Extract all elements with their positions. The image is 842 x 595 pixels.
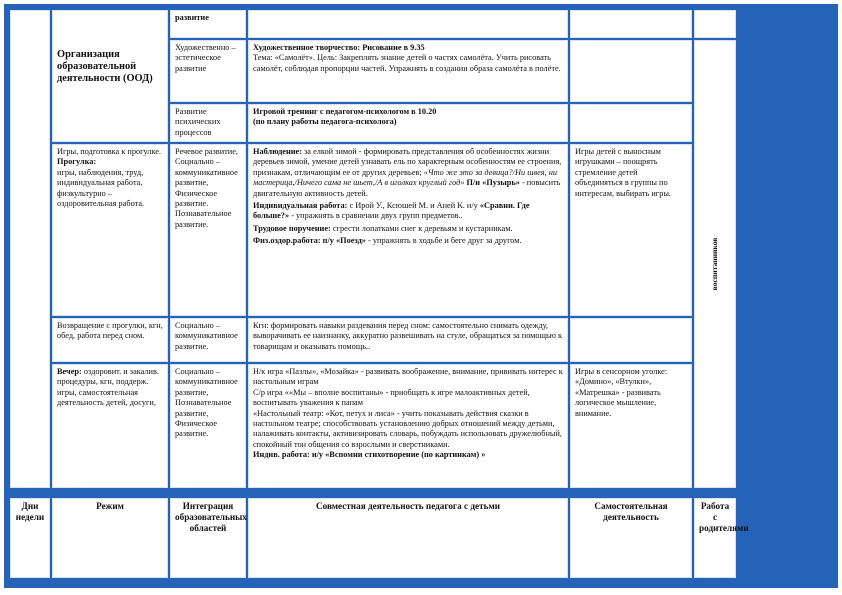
header-integration-text: Интеграция образовательных областей xyxy=(175,501,247,533)
regime-walk-prep: Игры, подготовка к прогулке. xyxy=(57,147,162,156)
parents-cell xyxy=(694,40,736,488)
labor-label: Трудовое поручение: xyxy=(253,223,331,233)
kgn-text: Кгн: формировать навыки раздевания перед сном: самостоятельно снимать одежду, выворачивать ее наизнанку, аккуратно развешивать на стуле, обращаться за помощью к товарищам и оказывать помощь.. xyxy=(253,321,563,351)
side-label: воспитанников xyxy=(709,237,719,291)
content-cell-walk xyxy=(248,144,568,316)
observation-label: Наблюдение: xyxy=(253,147,302,156)
independent-cell-walk xyxy=(570,144,692,316)
individual-text: с Ирой У., Ксюшей М. и Аней К. и/у xyxy=(349,201,478,211)
evening-individual: Индив. работа: и/у «Вспомни стихотворение (по картинкам) » xyxy=(253,450,486,460)
observation xyxy=(253,147,563,199)
header-joint-text: Совместная деятельность педагога с детьми xyxy=(315,501,501,511)
independent-walk-text: Игры детей с выносным игрушками – поощрять стремление детей объединяться в группы по интересам, выбирать игры. xyxy=(575,147,671,198)
compare-label: «Сравни. Где больше?» xyxy=(253,201,530,221)
content-cell-3 xyxy=(248,104,568,142)
independent-evening-text: Игры в сенсорном уголке: «Домино», «Втулки», «Матрешка» - развивать логическое мышление, внимание. xyxy=(575,367,668,418)
psych-plan: (по плану работы педагога-психолога) xyxy=(253,117,397,127)
area-cell-3 xyxy=(170,104,246,142)
observation-text: за елкой зимой - формировать представления об особенностях жизни деревьев зимой, умение детей узнавать ель по характерным особенностям ее строения, признакам, отличающим ее от других деревьев; xyxy=(253,147,562,177)
area-text-2: Художественно – эстетическое развитие xyxy=(175,43,236,73)
independent-cell-evening xyxy=(570,364,692,488)
area-text-3: Развитие психических процессов xyxy=(175,107,221,137)
activity-topic: Тема: «Самолёт». Цель: Закреплять знание детей о частях самолёта. Учить рисовать самолёт, соблюдая пропорции частей. Упражнять в создании образа самолёта в полёте. xyxy=(253,53,561,73)
area-cell-1 xyxy=(170,10,246,38)
independent-cell-1 xyxy=(570,10,692,38)
header-regime-text: Режим xyxy=(96,501,124,511)
header-parents-text: Работа с родителями xyxy=(699,501,749,533)
header-day-text: Дни недели xyxy=(15,501,45,522)
compare-text: - упражнять в сравнении двух групп предметов.. xyxy=(291,211,463,221)
regime-evening-label: Вечер: xyxy=(57,367,82,376)
regime-ood: Организация образовательной деятельности (ООД) xyxy=(57,49,153,84)
individual-label: Индивидуальная работа: xyxy=(253,201,348,211)
area-cell-return xyxy=(170,318,246,362)
parents-cell-top xyxy=(694,10,736,38)
header-independent-text: Самостоятельная деятельность xyxy=(594,501,668,522)
activity-title: Художественное творчество: Рисование в 9.35 xyxy=(253,43,425,52)
evening-game-1: Н/к игра «Пазлы», «Мозайка» - развивать воображение, внимание, прививать интерес к настольным играм xyxy=(253,367,563,387)
regime-walk-label: Прогулка: xyxy=(57,157,97,167)
area-text-walk: Речевое развитие, Социально – коммуникативное развитие, Физическое развитие. Познавательное развитие. xyxy=(175,147,238,229)
regime-cell-top xyxy=(52,10,168,142)
area-text-evening: Социально – коммуникативное развитие, Познавательное развитие, Физическое развитие. xyxy=(175,367,238,439)
header-day xyxy=(10,498,50,578)
header-regime xyxy=(52,498,168,578)
area-text-1: развитие xyxy=(175,13,209,22)
header-parents xyxy=(694,498,749,578)
phys-text: - упражнять в ходьбе и беге друг за другом. xyxy=(368,236,522,246)
header-integration xyxy=(170,498,246,578)
area-cell-evening xyxy=(170,364,246,488)
independent-cell-2 xyxy=(570,40,692,102)
content-cell-1 xyxy=(248,10,568,38)
game-label: «Пузырь» xyxy=(482,178,520,188)
phys-label: Физ.оздор.работа: п/у «Поезд» xyxy=(253,236,366,246)
observation-tail: П/и xyxy=(466,178,481,188)
evening-theatre: «Настольный театр: «Кот, петух и лиса» - учить показывать действия сказки в настольном театре; способствовать установлению добрых отношений между детьми, налаживать контакты, активизировать словарь, побуждать использовать дружелюбный, спокойный тон общения со взрослыми и сверстниками. xyxy=(253,408,562,449)
content-cell-evening xyxy=(248,364,568,488)
regime-cell-walk xyxy=(52,144,168,316)
independent-cell-return xyxy=(570,318,692,362)
area-cell-2 xyxy=(170,40,246,102)
area-text-return: Социально – коммуникативное развитие. xyxy=(175,321,238,351)
phys-work xyxy=(253,236,563,246)
regime-cell-return xyxy=(52,318,168,362)
regime-return-text: Возвращение с прогулки, кгн, обед, работа перед сном. xyxy=(57,321,163,341)
individual-work xyxy=(253,201,563,222)
observation-riddle: «Что же это за девица?/Ни швея, ни мастерица,/Ничего сама не шьет,/А в иголках круглый год» xyxy=(253,167,558,188)
header-joint xyxy=(248,498,568,578)
area-cell-walk xyxy=(170,144,246,316)
evening-game-2: С/р игра ««Мы – вполне воспитаны» - приобщать к игре малоактивных детей, воспитывать уважения к папам xyxy=(253,387,530,408)
independent-cell-3 xyxy=(570,104,692,142)
day-cell xyxy=(10,10,50,488)
labor-task xyxy=(253,224,563,234)
content-cell-2 xyxy=(248,40,568,102)
regime-evening-text: оздоровит. и закалив. процедуры, кгн, поддерж. игры, самостоятельная деятельность детей, досуги, xyxy=(57,367,159,408)
regime-cell-evening xyxy=(52,364,168,488)
psych-training: Игровой тренинг с педагогом-психологом в 10.20 xyxy=(253,107,437,116)
labor-text: сгрести лопатками снег к деревьям и кустарникам. xyxy=(332,223,513,233)
game-text: - повысить двигательную активность детей. xyxy=(253,178,561,198)
regime-walk-items: игры, наблюдения, труд, индивидуальная работа, физкультурно – оздоровительная работа. xyxy=(57,167,145,209)
header-independent xyxy=(570,498,692,578)
content-cell-return xyxy=(248,318,568,362)
